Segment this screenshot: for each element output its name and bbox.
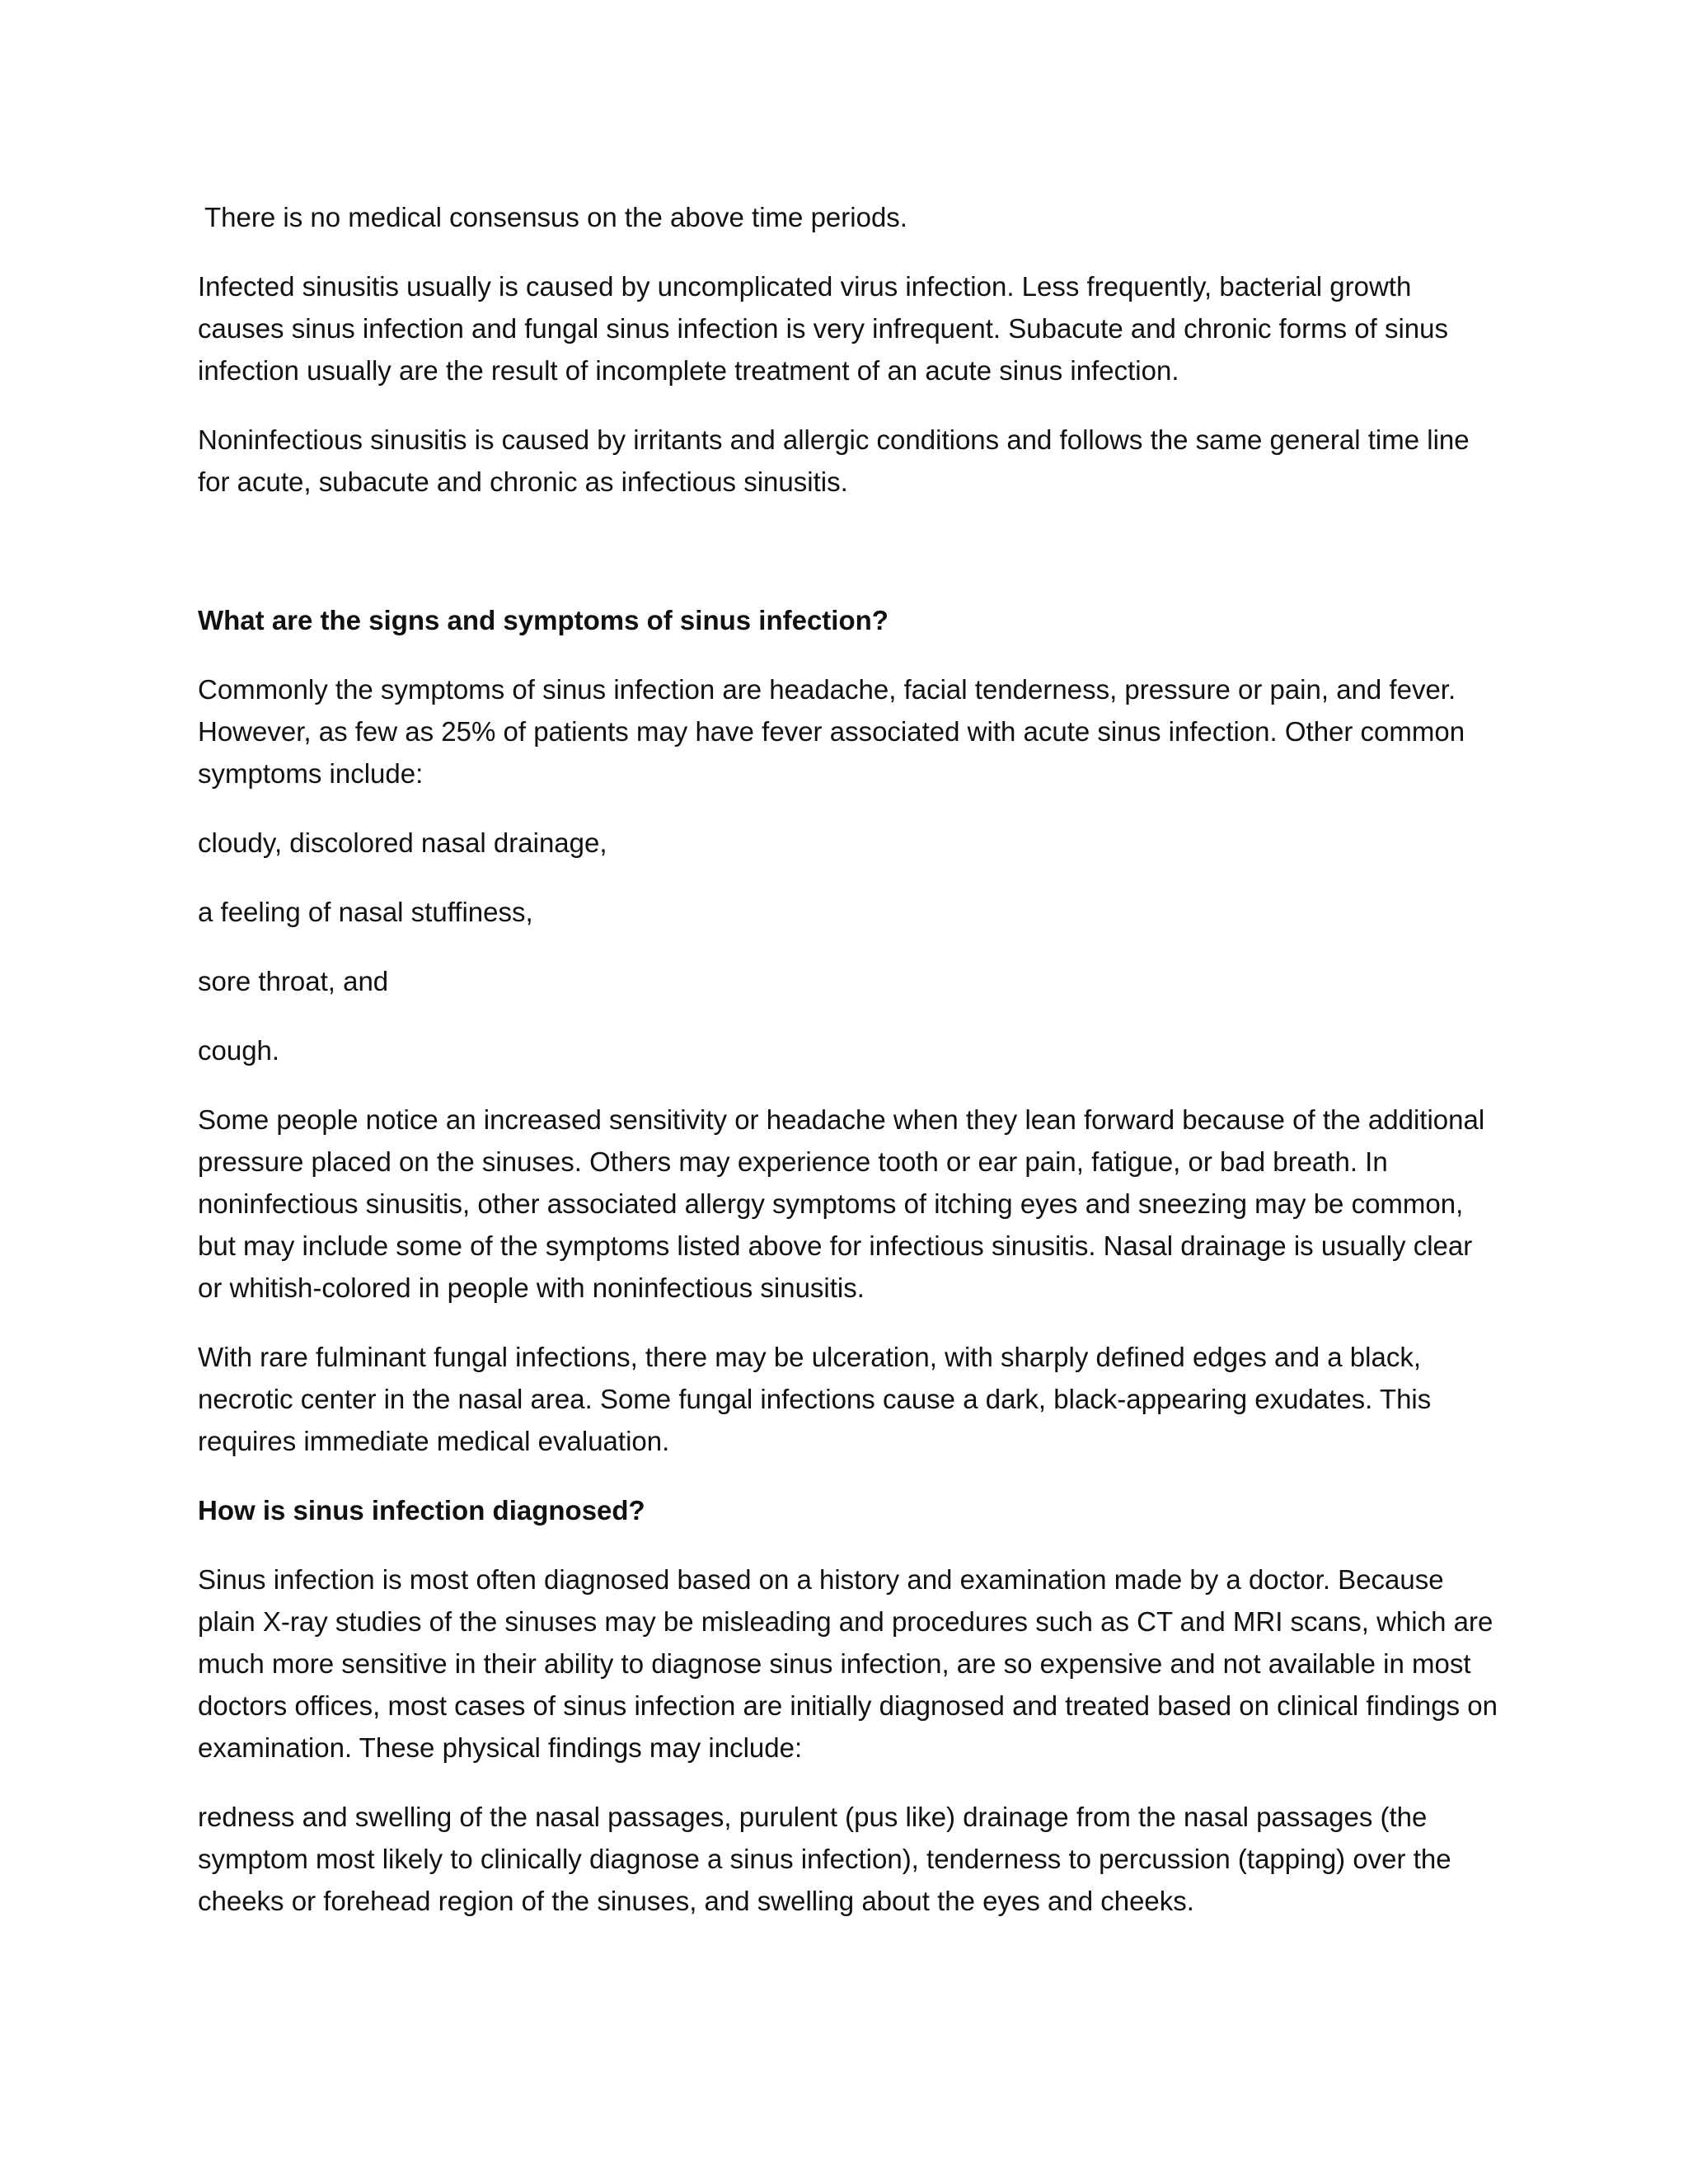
symptom-item: cloudy, discolored nasal drainage, bbox=[198, 827, 607, 858]
paragraph-physical-findings: redness and swelling of the nasal passages, purulent (pus like) drainage from the nasal passages (the symptom most likely to clinically diagnose a sinus infection), tenderness to percussion (tapping) over the cheeks or forehead region of the sinuses, and swelling about the eyes and cheeks. bbox=[198, 1802, 1451, 1916]
heading-signs-symptoms: What are the signs and symptoms of sinus infection? bbox=[198, 605, 889, 635]
symptom-item: cough. bbox=[198, 1035, 280, 1066]
paragraph-time-periods: There is no medical consensus on the above time periods. bbox=[204, 202, 907, 232]
paragraph-infected-sinusitis: Infected sinusitis usually is caused by uncomplicated virus infection. Less frequently, bacterial growth causes sinus infection and fungal sinus infection is very infrequent. Subacute and chronic forms of sinus infection usually are the result of incomplete treatment of an acute sinus infection. bbox=[198, 271, 1449, 386]
symptom-item: a feeling of nasal stuffiness, bbox=[198, 897, 533, 927]
symptom-item: sore throat, and bbox=[198, 966, 389, 996]
paragraph-common-symptoms: Commonly the symptoms of sinus infection are headache, facial tenderness, pressure or pain, and fever. However, as few as 25% of patients may have fever associated with acute sinus infection. Other common symptoms include: bbox=[198, 674, 1465, 789]
paragraph-diagnosis: Sinus infection is most often diagnosed based on a history and examination made by a doctor. Because plain X-ray studies of the sinuses may be misleading and procedures such as CT and MRI scans, which are much more sensitive in their ability to diagnose sinus infection, are so expensive and not available in most doctors offices, most cases of sinus infection are initially diagnosed and treated based on clinical findings on examination. These physical findings may include: bbox=[198, 1564, 1498, 1763]
heading-diagnosis: How is sinus infection diagnosed? bbox=[198, 1495, 645, 1526]
paragraph-fungal-infections: With rare fulminant fungal infections, there may be ulceration, with sharply defined edges and a black, necrotic center in the nasal area. Some fungal infections cause a dark, black-appearing exudates. This requires immediate medical evaluation. bbox=[198, 1342, 1432, 1456]
document-body bbox=[198, 196, 1500, 1949]
paragraph-noninfectious-sinusitis: Noninfectious sinusitis is caused by irritants and allergic conditions and follows the same general time line for acute, subacute and chronic as infectious sinusitis. bbox=[198, 424, 1470, 497]
paragraph-sensitivity: Some people notice an increased sensitivity or headache when they lean forward because of the additional pressure placed on the sinuses. Others may experience tooth or ear pain, fatigue, or bad breath. In noninfectious sinusitis, other associated allergy symptoms of itching eyes and sneezing may be common, but may include some of the symptoms listed above for infectious sinusitis. Nasal drainage is usually clear or whitish-colored in people with noninfectious sinusitis. bbox=[198, 1104, 1485, 1303]
section-spacer bbox=[198, 530, 1500, 599]
